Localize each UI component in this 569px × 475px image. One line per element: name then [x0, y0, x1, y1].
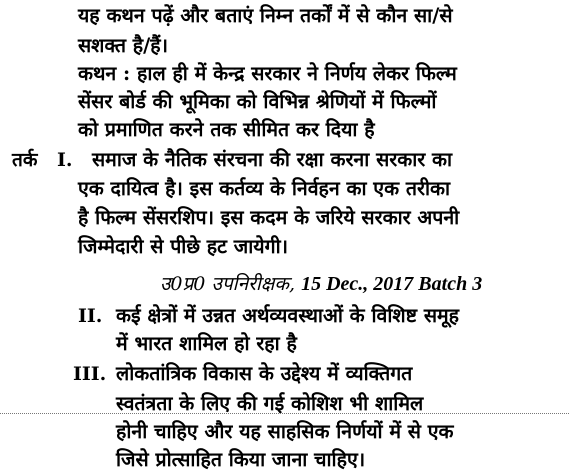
argument-2-line-1: कई क्षेत्रों में उन्नत अर्थव्यवस्थाओं के विशिष्ट समूह	[116, 304, 460, 327]
argument-1-line-4: जिम्मेदारी से पीछे हट जायेगी।	[78, 235, 289, 258]
statement-line-1: कथन : हाल ही में केन्द्र सरकार ने निर्णय लेकर फिल्म	[78, 62, 457, 85]
statement-line-2: सेंसर बोर्ड की भूमिका को विभिन्न श्रेणियों में फिल्मों	[78, 90, 437, 113]
source-english: 15 Dec., 2017 Batch 3	[301, 273, 483, 295]
statement-line-3: को प्रमाणित करने तक सीमित कर दिया है	[78, 118, 375, 141]
page-divider	[0, 413, 569, 414]
argument-1-numeral: I.	[57, 149, 73, 171]
argument-2-numeral: II.	[78, 305, 103, 327]
argument-1-line-3: है फिल्म सेंसरशिप। इस कदम के जरिये सरकार अपनी	[78, 206, 460, 229]
intro-line-2: सशक्त है/हैं।	[78, 34, 169, 57]
argument-3-numeral: III.	[73, 363, 107, 385]
argument-3-line-4: जिसे प्रोत्साहित किया जाना चाहिए।	[116, 448, 366, 471]
argument-prefix: तर्क	[12, 149, 38, 171]
intro-line-1: यह कथन पढ़ें और बताएं निम्न तर्कों में से कौन सा/से	[78, 4, 453, 27]
argument-1-line-1: समाज के नैतिक संरचना की रक्षा करना सरकार का	[92, 148, 453, 171]
source-hindi: उ0प्र0 उपनिरीक्षक,	[160, 273, 296, 295]
argument-3-line-1: लोकतांत्रिक विकास के उद्देश्य में व्यक्तिगत	[116, 362, 413, 385]
argument-3-line-2: स्वतंत्रता के लिए की गई कोशिश भी शामिल	[116, 392, 424, 415]
argument-2-line-2: में भारत शामिल हो रहा है	[116, 332, 297, 355]
argument-3-line-3: होनी चाहिए और यह साहसिक निर्णयों में से एक	[116, 420, 454, 443]
argument-1-line-2: एक दायित्व है। इस कर्तव्य के निर्वहन का एक तरीका	[78, 177, 451, 200]
source-citation	[160, 270, 482, 298]
